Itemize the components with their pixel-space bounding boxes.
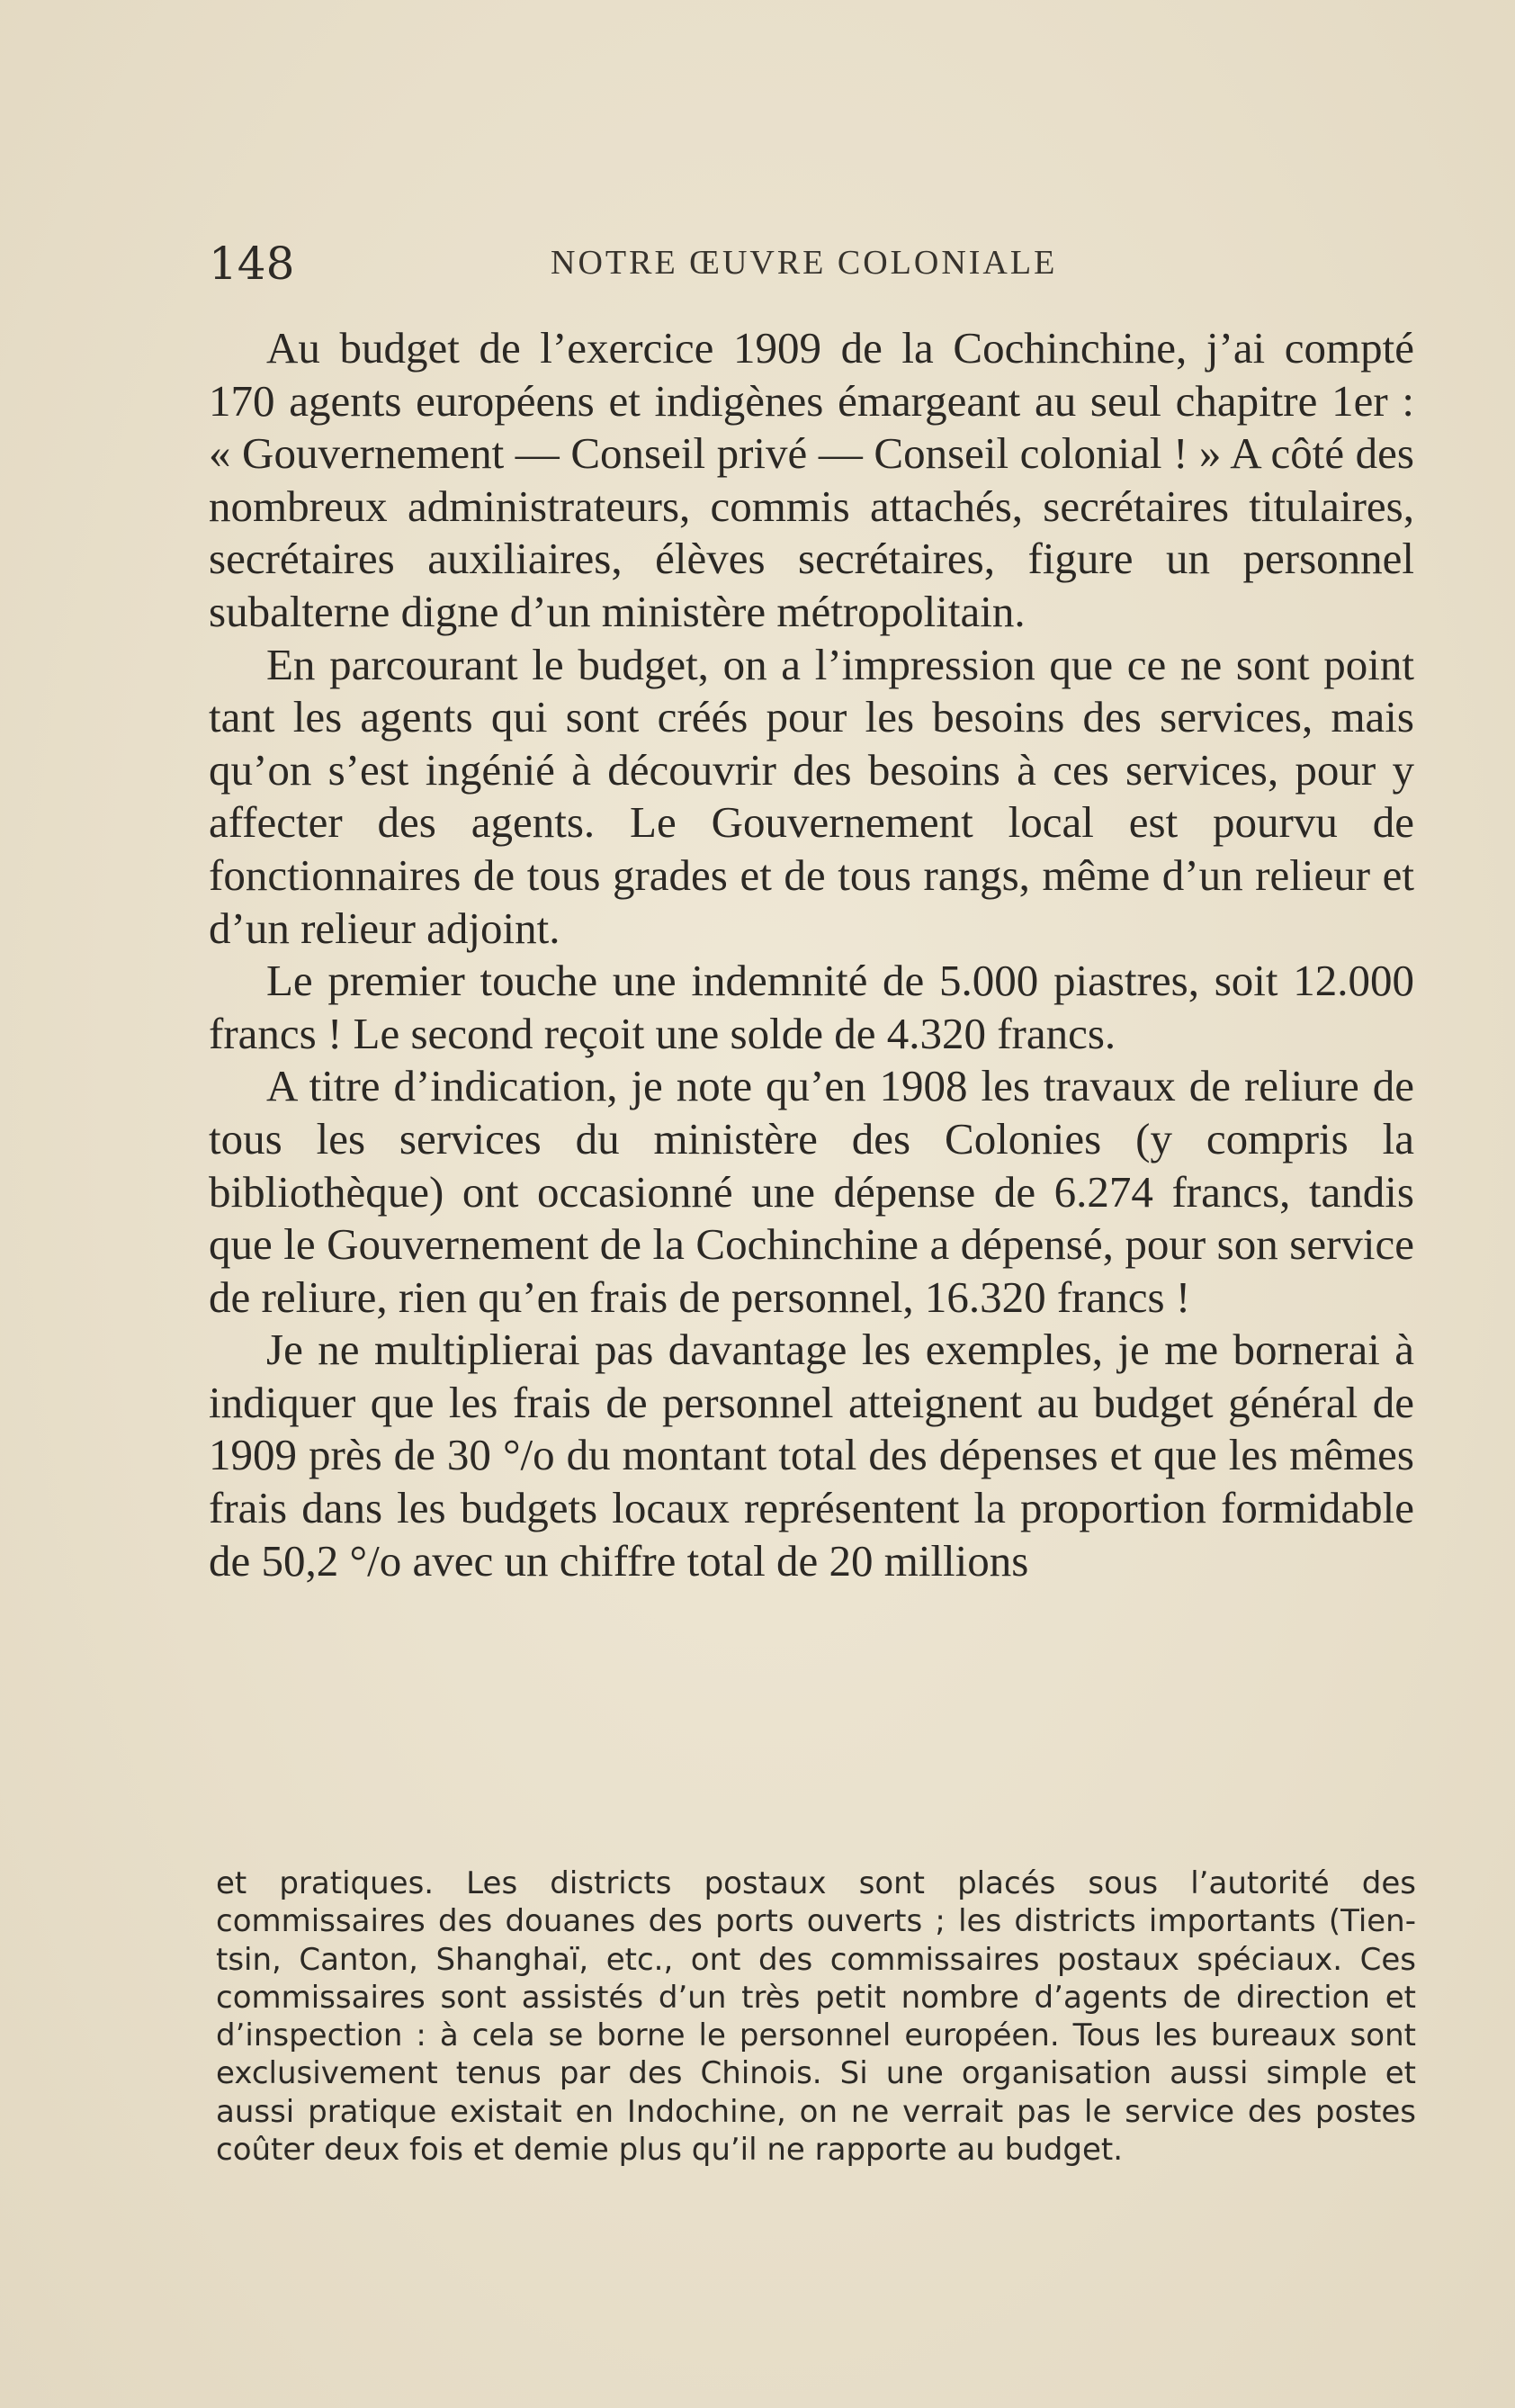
page-header — [209, 232, 1414, 295]
paragraph: En parcourant le budget, on a l’impression que ce ne sont point tant les agents qui sont créés pour les besoins des services, mais qu’on s’est ingénié à découvrir des besoins à ces services, pour y affecter des agents. Le Gouvernement local est pourvu de fonctionnaires de tous grades et de tous rangs, même d’un relieur et d’un relieur adjoint. — [209, 639, 1414, 953]
page-number: 148 — [209, 238, 295, 290]
paragraph: Au budget de l’exercice 1909 de la Cochinchine, j’ai compté 170 agents européens et indigènes émargeant au seul chapitre 1er : « Gouvernement — Conseil privé — Conseil colonial ! » A côté des nombreux administrateurs, commis attachés, secrétaires titulaires, secrétaires auxiliaires, élèves secrétaires, figure un personnel subalterne digne d’un ministère métropolitain. — [209, 323, 1414, 636]
paragraph: A titre d’indication, je note qu’en 1908 les travaux de reliure de tous les services du ministère des Colonies (y compris la bibliothèque) ont occasionné une dépense de 6.274 francs, tandis que le Gouvernement de la Cochinchine a dépensé, pour son service de reliure, rien qu’en frais de personnel, 16.320 francs ! — [209, 1061, 1414, 1322]
running-title: NOTRE ŒUVRE COLONIALE — [551, 244, 1058, 282]
main-text — [209, 322, 1414, 1587]
paragraph: Je ne multiplierai pas davantage les exemples, je me bornerai à indiquer que les frais de personnel atteignent au budget général de 1909 près de 30 °/o du montant total des dépenses et que les mêmes frais dans les budgets locaux représentent la proportion formidable de 50,2 °/o avec un chiffre total de 20 millions — [209, 1325, 1414, 1586]
paragraph: Le premier touche une indemnité de 5.000 piastres, soit 12.000 francs ! Le second reçoit une solde de 4.320 francs. — [209, 956, 1414, 1058]
footnote: et pratiques. Les districts postaux sont placés sous l’autorité des commissaires des douanes des ports ouverts ; les districts importants (Tien-tsin, Canton, Shanghaï, etc., ont des commissaires postaux spéciaux. Ces commissaires sont assistés d’un très petit nombre d’agents de direction et d’inspection : à cela se borne le personnel européen. Tous les bureaux sont exclusivement tenus par des Chinois. Si une organisation aussi simple et aussi pratique existait en Indochine, on ne verrait pas le service des postes coûter deux fois et demie plus qu’il ne rapporte au budget. — [216, 1865, 1416, 2169]
